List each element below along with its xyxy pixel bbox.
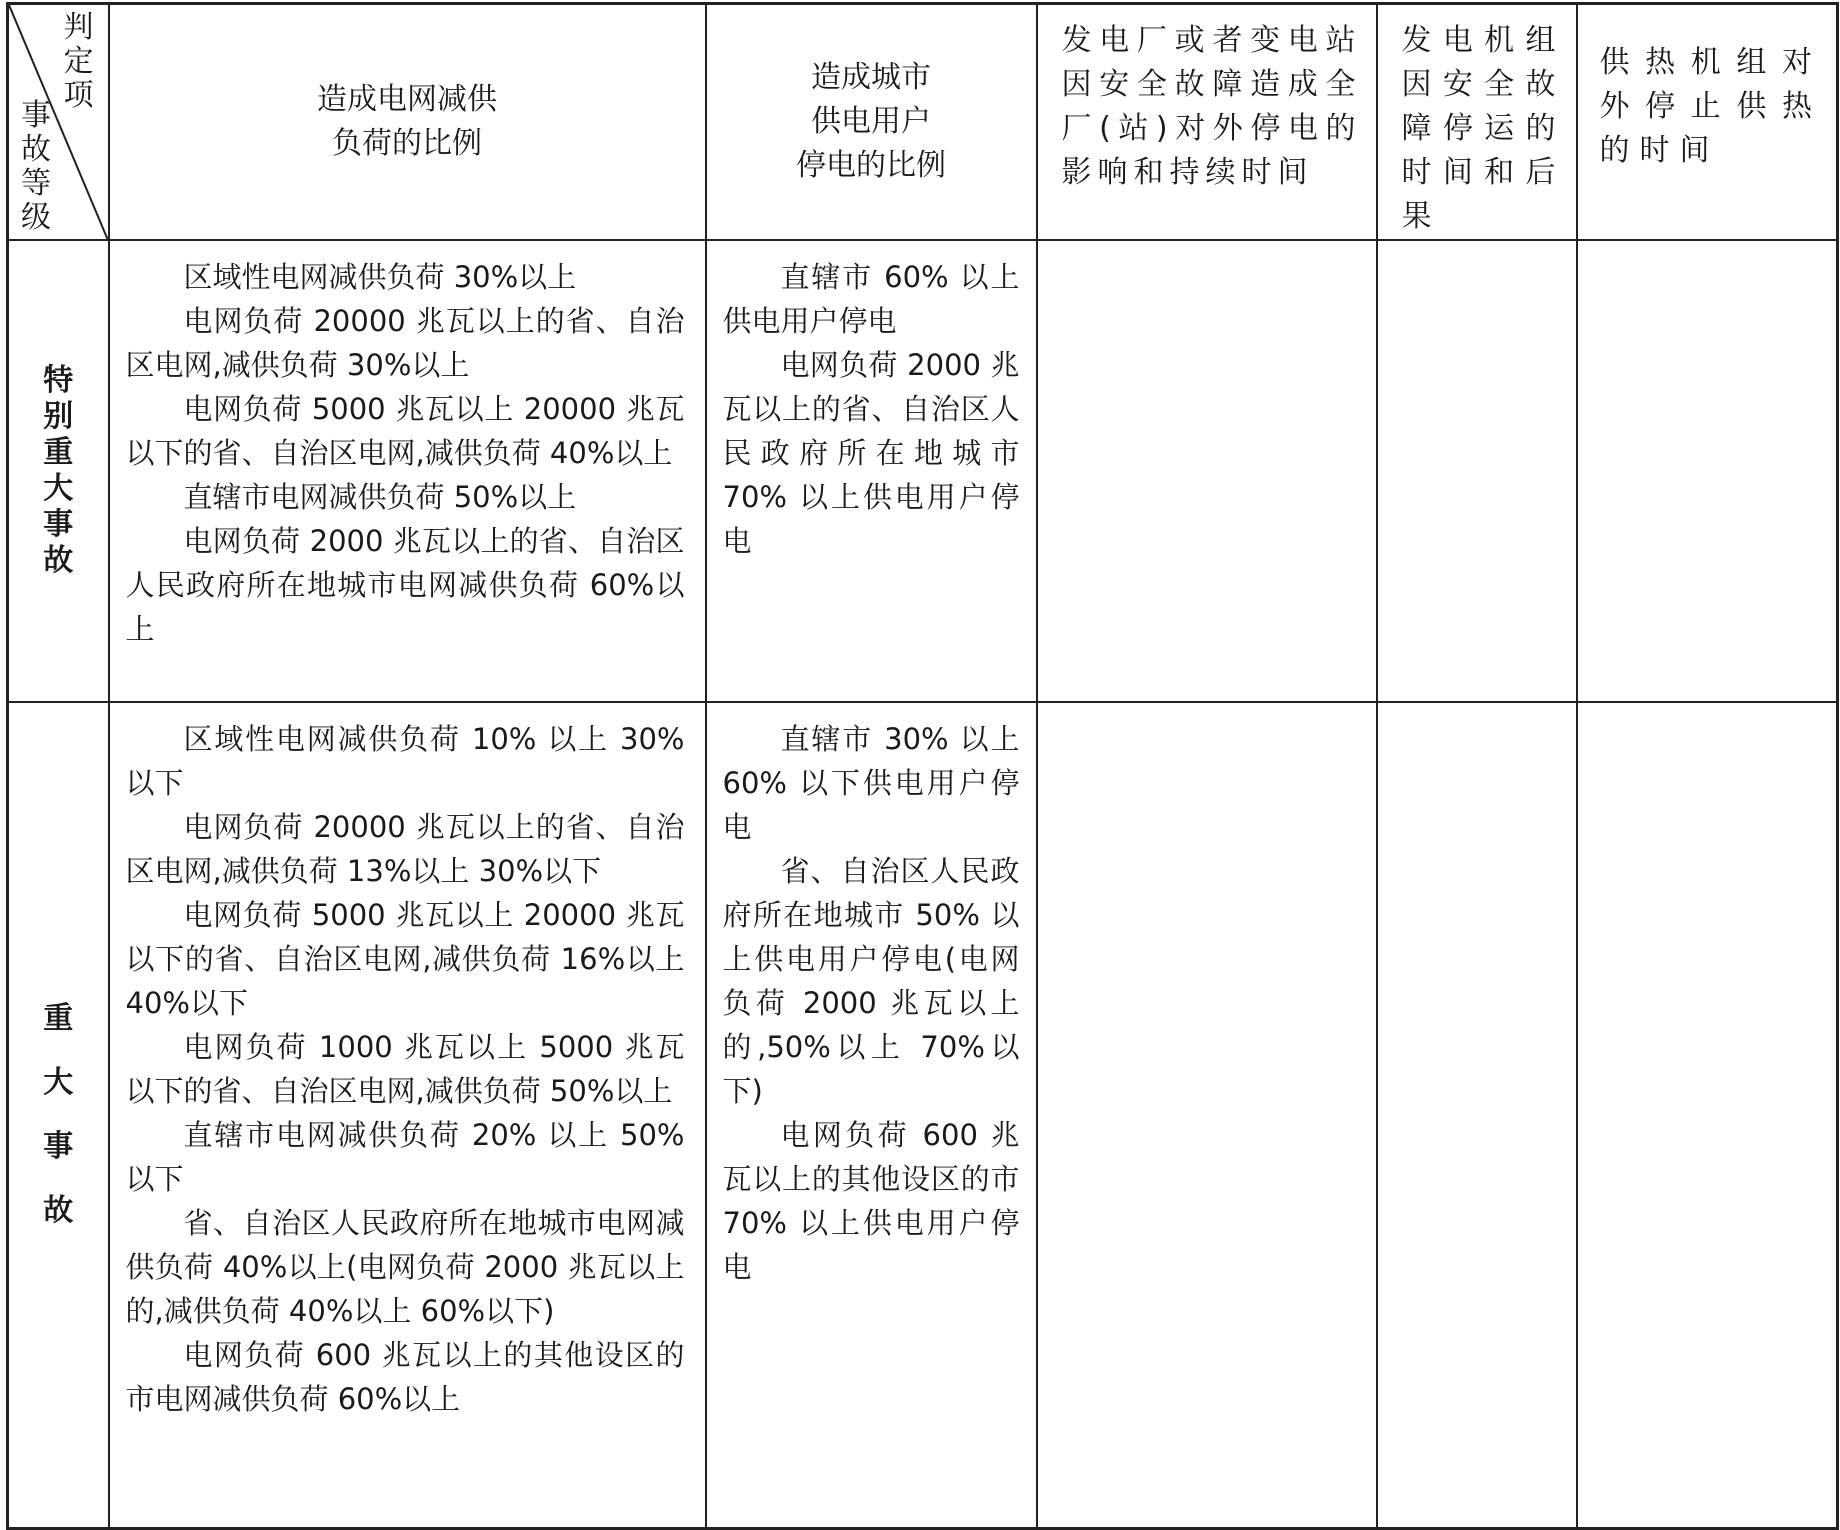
heating-stop-cell bbox=[1577, 702, 1838, 1529]
level-char: 事 bbox=[43, 507, 74, 542]
corner-label-level: 事故等级 bbox=[21, 98, 51, 235]
city-outage-text bbox=[707, 241, 1036, 563]
level-char: 重 bbox=[43, 435, 74, 470]
table-header-row bbox=[8, 4, 1838, 241]
paragraph: 直辖市 60% 以上供电用户停电 bbox=[722, 260, 1020, 338]
city-outage-cell bbox=[706, 702, 1037, 1529]
diagonal-divider bbox=[9, 5, 108, 239]
city-outage-cell bbox=[706, 240, 1037, 702]
level-char: 故 bbox=[43, 1193, 74, 1228]
load-reduction-text bbox=[110, 241, 705, 651]
level-label bbox=[9, 241, 108, 701]
level-char: 大 bbox=[43, 1065, 74, 1100]
header-heating-stop bbox=[1577, 4, 1838, 241]
paragraph: 电网负荷 600 兆瓦以上的其他设区的市 70% 以上供电用户停电 bbox=[722, 1118, 1020, 1284]
level-char: 重 bbox=[43, 1001, 74, 1036]
paragraph: 电网负荷 2000 兆瓦以上的省、自治区人民政府所在地城市 70% 以上供电用户停电 bbox=[722, 348, 1020, 558]
header-city-outage bbox=[706, 4, 1037, 241]
heating-stop-cell bbox=[1577, 240, 1838, 702]
paragraph: 电网负荷 1000 兆瓦以上 5000 兆瓦以下的省、自治区电网,减供负荷 50%以上 bbox=[125, 1030, 685, 1108]
header-unit-outage bbox=[1377, 4, 1577, 241]
unit-outage-cell bbox=[1377, 240, 1577, 702]
table-row bbox=[8, 702, 1838, 1529]
unit-outage-cell bbox=[1377, 702, 1577, 1529]
header-plant-outage-text: 发电厂或者变电站因安全故障造成全厂(站)对外停电的影响和持续时间 bbox=[1061, 23, 1362, 190]
level-char: 事 bbox=[43, 1129, 74, 1164]
unit-outage-text bbox=[1378, 241, 1576, 255]
accident-classification-table bbox=[6, 2, 1839, 1530]
level-char: 特 bbox=[43, 363, 74, 398]
level-char: 故 bbox=[43, 543, 74, 578]
plant-outage-text bbox=[1038, 703, 1376, 717]
unit-outage-text bbox=[1378, 703, 1576, 717]
plant-outage-cell bbox=[1037, 702, 1377, 1529]
paragraph: 区域性电网减供负荷 30%以上 bbox=[183, 260, 577, 294]
level-char: 别 bbox=[43, 399, 74, 434]
heating-stop-text bbox=[1578, 703, 1837, 717]
corner-header-cell bbox=[8, 4, 109, 241]
load-reduction-cell bbox=[109, 702, 706, 1529]
city-outage-text bbox=[707, 703, 1036, 1289]
paragraph: 直辖市电网减供负荷 20% 以上 50%以下 bbox=[125, 1118, 685, 1196]
paragraph: 区域性电网减供负荷 10% 以上 30%以下 bbox=[125, 722, 685, 800]
load-reduction-text bbox=[110, 703, 705, 1421]
header-unit-outage-text: 发电机组因安全故障停运的时间和后果 bbox=[1401, 23, 1562, 234]
paragraph: 电网负荷 20000 兆瓦以上的省、自治区电网,减供负荷 13%以上 30%以下 bbox=[125, 810, 685, 888]
level-cell bbox=[8, 702, 109, 1529]
header-grid-load-reduction-text: 造成电网减供 负荷的比例 bbox=[317, 82, 497, 161]
paragraph: 省、自治区人民政府所在地城市电网减供负荷 40%以上(电网负荷 2000 兆瓦以上的,减供负荷 40%以上 60%以下) bbox=[125, 1206, 685, 1328]
corner-label-criteria: 判定项 bbox=[63, 10, 94, 113]
paragraph: 直辖市 30% 以上 60% 以下供电用户停电 bbox=[722, 722, 1020, 844]
header-plant-outage bbox=[1037, 4, 1377, 241]
level-char: 大 bbox=[43, 471, 74, 506]
plant-outage-cell bbox=[1037, 240, 1377, 702]
header-grid-load-reduction bbox=[109, 4, 706, 241]
paragraph: 电网负荷 2000 兆瓦以上的省、自治区人民政府所在地城市电网减供负荷 60%以上 bbox=[125, 524, 685, 646]
load-reduction-cell bbox=[109, 240, 706, 702]
level-cell bbox=[8, 240, 109, 702]
paragraph: 省、自治区人民政府所在地城市 50% 以上供电用户停电(电网负荷 2000 兆瓦以上的,50%以上 70%以下) bbox=[722, 854, 1020, 1108]
paragraph: 电网负荷 20000 兆瓦以上的省、自治区电网,减供负荷 30%以上 bbox=[125, 304, 685, 382]
plant-outage-text bbox=[1038, 241, 1376, 255]
paragraph: 电网负荷 5000 兆瓦以上 20000 兆瓦以下的省、自治区电网,减供负荷 40%以上 bbox=[125, 392, 685, 470]
paragraph: 电网负荷 600 兆瓦以上的其他设区的市电网减供负荷 60%以上 bbox=[125, 1338, 685, 1416]
paragraph: 直辖市电网减供负荷 50%以上 bbox=[183, 480, 577, 514]
header-heating-stop-text: 供热机组对外停止供热的时间 bbox=[1599, 45, 1822, 168]
header-city-outage-text: 造成城市 供电用户 停电的比例 bbox=[796, 60, 946, 183]
table-row bbox=[8, 240, 1838, 702]
level-label bbox=[9, 703, 108, 1527]
paragraph: 电网负荷 5000 兆瓦以上 20000 兆瓦以下的省、自治区电网,减供负荷 16%以上 40%以下 bbox=[125, 898, 685, 1020]
heating-stop-text bbox=[1578, 241, 1837, 255]
